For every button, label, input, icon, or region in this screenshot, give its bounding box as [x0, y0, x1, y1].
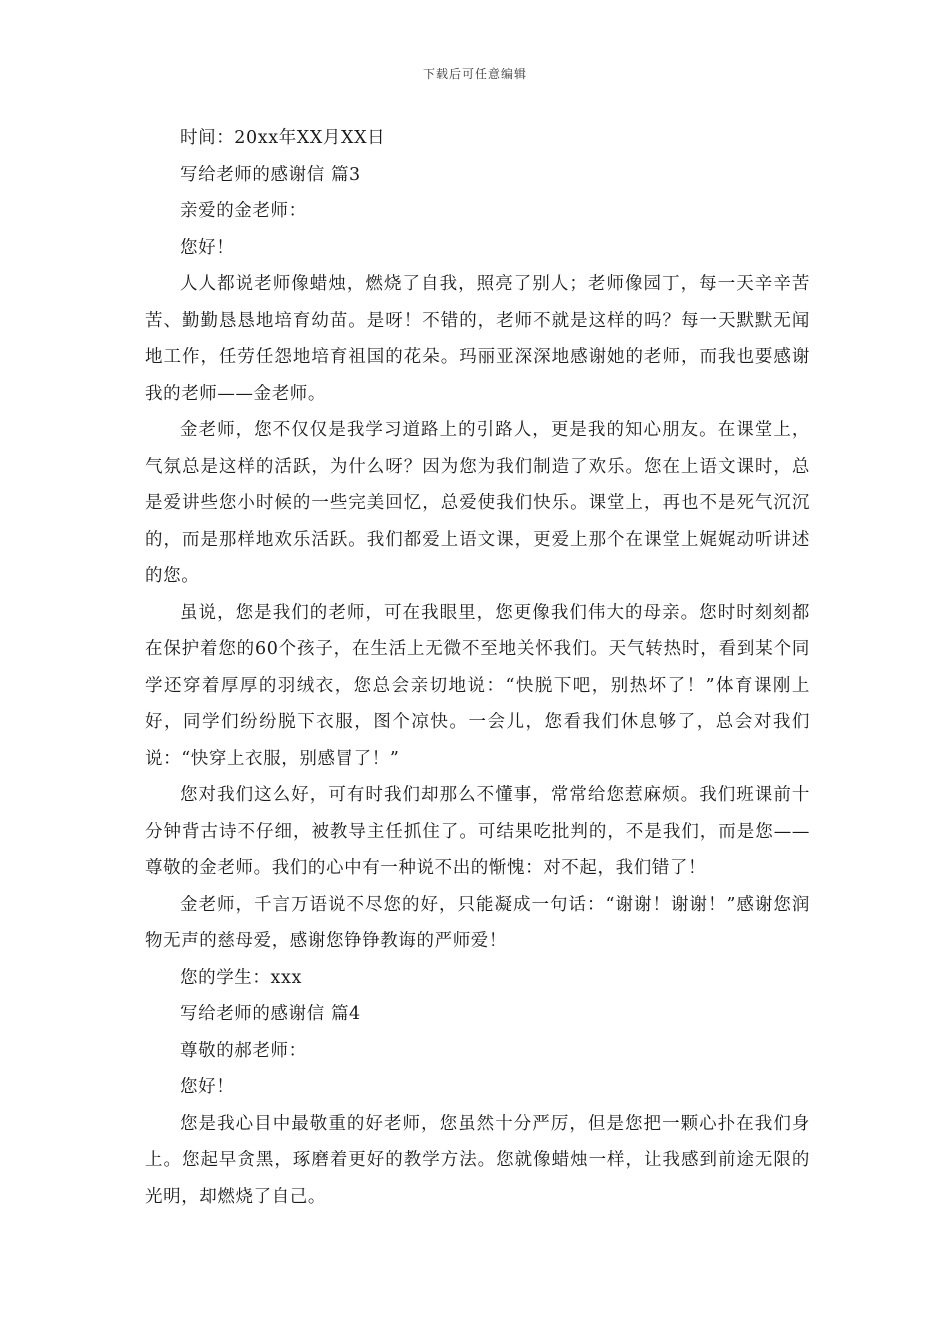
salutation: 尊敬的郝老师：	[180, 1040, 307, 1061]
greeting: 您好！	[180, 237, 235, 258]
body-paragraph: 虽说，您是我们的老师，可在我眼里，您更像我们伟大的母亲。您时时刻刻都在保护着您的60个孩子，在生活上无微不至地关怀我们。天气转热时，看到某个同学还穿着厚厚的羽绒衣，您总会亲切地说：“快脱下吧，别热坏了！”体育课刚上好，同学们纷纷脱下衣服，图个凉快。一会儿，您看我们休息够了，总会对我们说：“快穿上衣服，别感冒了！”	[145, 602, 810, 769]
header-note: 下载后可任意编辑	[422, 67, 527, 81]
salutation: 亲爱的金老师：	[180, 201, 307, 221]
section-title: 写给老师的感谢信 篇3	[180, 164, 361, 185]
body-paragraph: 金老师，千言万语说不尽您的好，只能凝成一句话：“谢谢！谢谢！”感谢您润物无声的慈母爱，感谢您铮铮教诲的严师爱！	[145, 894, 810, 951]
date-line: 时间：20xx年XX月XX日	[180, 128, 386, 148]
body-paragraph: 人人都说老师像蜡烛，燃烧了自我，照亮了别人；老师像园丁，每一天辛辛苦苦、勤勤恳恳地培育幼苗。是呀！不错的，老师不就是这样的吗？每一天默默无闻地工作，任劳任怨地培育祖国的花朵。玛丽亚深深地感谢她的老师，而我也要感谢我的老师——金老师。	[145, 274, 810, 404]
body-paragraph: 您对我们这么好，可有时我们却那么不懂事，常常给您惹麻烦。我们班课前十分钟背古诗不仔细，被教导主任抓住了。可结果吃批判的，不是我们，而是您——尊敬的金老师。我们的心中有一种说不出的惭愧：对不起，我们错了！	[145, 785, 810, 878]
body-paragraph: 金老师，您不仅仅是我学习道路上的引路人，更是我的知心朋友。在课堂上，气氛总是这样的活跃，为什么呀？因为您为我们制造了欢乐。您在上语文课时，总是爱讲些您小时候的一些完美回忆，总爱使我们快乐。课堂上，再也不是死气沉沉的，而是那样地欢乐活跃。我们都爱上语文课，更爱上那个在课堂上娓娓动听讲述的您。	[145, 420, 810, 586]
letter-body	[145, 120, 810, 1215]
section-title: 写给老师的感谢信 篇4	[180, 1004, 361, 1024]
greeting: 您好！	[180, 1077, 235, 1097]
body-paragraph: 您是我心目中最敬重的好老师，您虽然十分严厉，但是您把一颗心扑在我们身上。您起早贪黑，琢磨着更好的教学方法。您就像蜡烛一样，让我感到前途无限的光明，却燃烧了自己。	[145, 1113, 810, 1207]
signature: 您的学生：xxx	[180, 967, 302, 988]
